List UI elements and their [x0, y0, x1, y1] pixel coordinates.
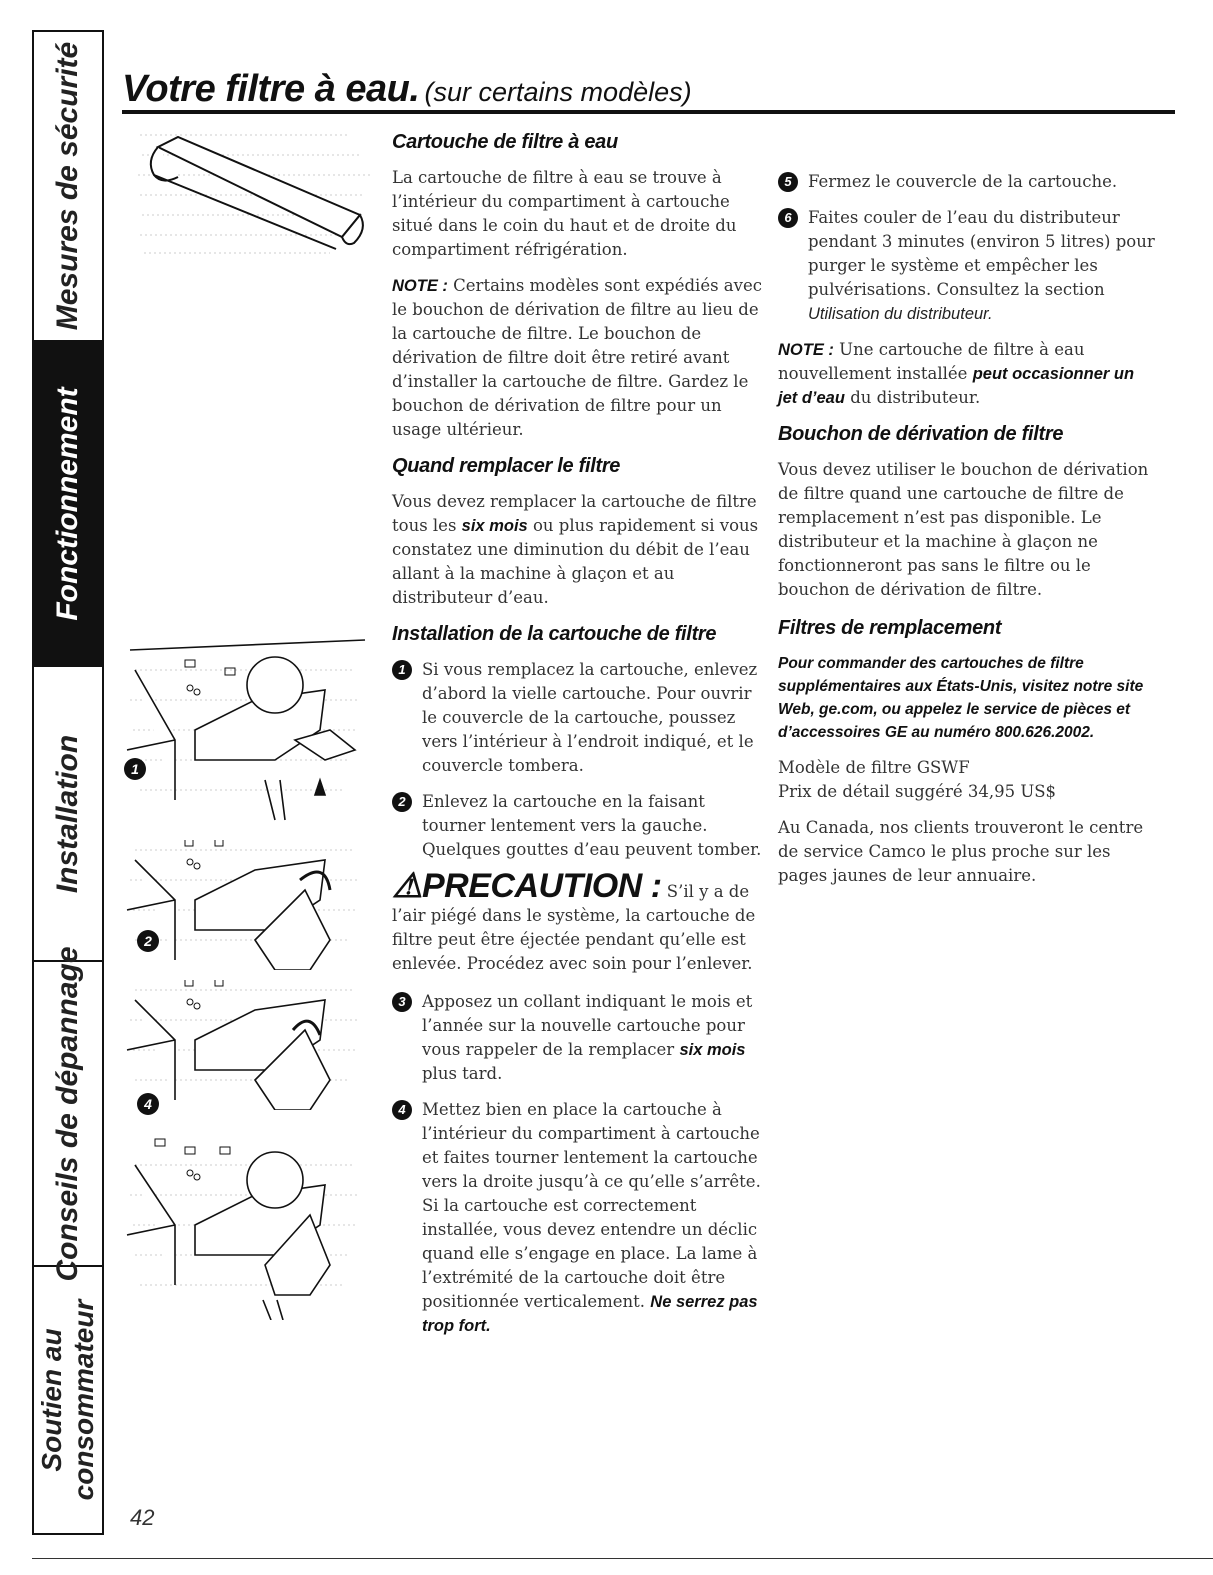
note-label: NOTE :	[392, 277, 448, 295]
caution-block	[392, 867, 762, 976]
tab-label: Conseils de dépannage	[51, 945, 84, 1282]
caution-heading: PRECAUTION :	[421, 867, 662, 905]
step-number: 5	[778, 172, 798, 192]
step-item	[392, 1098, 762, 1338]
step3-illustration	[115, 970, 375, 1110]
step-text: Apposez un collant indiquant le mois et l’année sur la nouvelle cartouche pour vous rappeler de la remplacer	[422, 992, 753, 1059]
emphasis: Ne serrez pas trop fort.	[422, 1293, 758, 1335]
tab-conseils-de-depannage[interactable]	[34, 945, 102, 1282]
tab-label: Mesures de sécurité	[51, 41, 84, 331]
section-reference: Utilisation du distributeur.	[808, 305, 993, 323]
text: Vous devez remplacer la cartouche de filtre tous les	[392, 492, 757, 535]
step-item	[778, 206, 1156, 326]
step-number: 4	[392, 1100, 412, 1120]
tab-soutien-au-consommateur[interactable]	[34, 1267, 102, 1533]
note	[778, 338, 1156, 410]
figure-number: 1	[124, 758, 146, 780]
caution-text: S’il y a de l’air piégé dans le système, la cartouche de filtre peut être éjectée pendant qu’elle est enlevée. Procédez avec soin pour l’enlever.	[392, 882, 756, 973]
step-item	[392, 790, 762, 862]
note	[392, 274, 762, 442]
step-text: Mettez bien en place la cartouche à l’intérieur du compartiment à cartouche et faites tourner lentement la cartouche vers la droite jusqu’à ce qu’elle s’arrête. Si la cartouche est correctement installée, vous devez entendre un déclic quand elle s’engage en place. La lame à l’extrémité de la cartouche doit être positionnée verticalement.	[422, 1100, 761, 1311]
page-title	[122, 68, 692, 111]
filter-model: Modèle de filtre GSWF	[778, 758, 970, 777]
title-subtitle: (sur certains modèles)	[424, 77, 692, 107]
paragraph	[392, 490, 762, 610]
paragraph: Au Canada, nos clients trouveront le centre de service Camco le plus proche sur les pages jaunes de leur annuaire.	[778, 818, 1144, 885]
header-rule	[122, 110, 1175, 114]
step-number: 1	[392, 660, 412, 680]
emphasis: six mois	[679, 1041, 746, 1059]
tab-fonctionnement[interactable]	[34, 342, 102, 667]
step-number: 2	[392, 792, 412, 812]
section-heading: Quand remplacer le filtre	[392, 455, 621, 477]
page-number: 42	[130, 1505, 155, 1530]
paragraph: Vous devez utiliser le bouchon de dérivation de filtre quand une cartouche de filtre de remplacement n’est pas disponible. Le distributeur et la machine à glaçon ne fonctionneront pas sans le filtre ou le bouchon de dérivation de filtre.	[778, 460, 1149, 599]
step-item	[392, 658, 762, 778]
step-text: Fermez le couvercle de la cartouche.	[808, 172, 1118, 191]
figure-number: 4	[137, 1093, 159, 1115]
step-text: Enlevez la cartouche en la faisant tourner lentement vers la gauche. Quelques gouttes d’eau peuvent tomber.	[422, 792, 762, 859]
figure-number: 2	[137, 930, 159, 952]
section-heading: Cartouche de filtre à eau	[392, 131, 618, 153]
step-item	[778, 170, 1156, 194]
step-item	[392, 990, 762, 1086]
footer-rule	[32, 1558, 1213, 1559]
step-number: 6	[778, 208, 798, 228]
step-text: plus tard.	[422, 1064, 503, 1083]
right-column	[778, 170, 1156, 900]
note-text: du distributeur.	[850, 388, 981, 407]
step-number: 3	[392, 992, 412, 1012]
step-text: Si vous remplacez la cartouche, enlevez d’abord la vielle cartouche. Pour ouvrir le couvercle de la cartouche, poussez vers l’intérieur à l’endroit indiqué, et le couvercle tombera.	[422, 660, 758, 775]
emphasis: six mois	[461, 517, 528, 535]
caution-icon: ⚠	[392, 867, 422, 905]
title-main: Votre filtre à eau.	[122, 68, 420, 110]
note-text: Certains modèles sont expédiés avec le bouchon de dérivation de filtre au lieu de la cartouche de filtre. Le bouchon de dérivation de filtre doit être retiré avant d’installer la cartouche de filtre. Gardez le bouchon de dérivation de filtre pour un usage ultérieur.	[392, 276, 762, 439]
filter-price: Prix de détail suggéré 34,95 US$	[778, 782, 1057, 801]
note-label: NOTE :	[778, 341, 834, 359]
section-heading: Installation de la cartouche de filtre	[392, 623, 717, 645]
step4-illustration	[115, 1125, 375, 1320]
section-heading: Filtres de remplacement	[778, 617, 1002, 639]
tab-label: Soutien au consommateur	[36, 1299, 99, 1501]
order-info: Pour commander des cartouches de filtre supplémentaires aux États-Unis, visitez notre site Web, ge.com, ou appelez le service de pièces et d’accessoires GE au numéro 800.626.2002.	[778, 655, 1144, 741]
tab-label: Installation	[51, 734, 84, 893]
step1-illustration	[115, 630, 375, 825]
note-text: Une cartouche de filtre à eau nouvellement installée	[778, 340, 1085, 383]
paragraph: La cartouche de filtre à eau se trouve à l’intérieur du compartiment à cartouche situé dans le coin du haut et de droite du compartiment réfrigération.	[392, 168, 737, 259]
tab-installation[interactable]	[34, 667, 102, 962]
section-heading: Bouchon de dérivation de filtre	[778, 423, 1064, 445]
step-text: Faites couler de l’eau du distributeur pendant 3 minutes (environ 5 litres) pour purger le système et empêcher les pulvérisations. Consultez la section	[808, 208, 1155, 299]
tab-mesures-de-securite[interactable]	[34, 32, 102, 342]
emphasis: peut occasionner un jet d’eau	[778, 365, 1135, 407]
text: ou plus rapidement si vous constatez une diminution du débit de l’eau allant à la machine à glaçon et au distributeur d’eau.	[392, 516, 759, 607]
middle-column	[392, 130, 762, 1350]
tab-label: Fonctionnement	[51, 386, 84, 621]
filter-cartridge-illustration	[130, 125, 380, 275]
section-tab-bar	[32, 30, 104, 1535]
